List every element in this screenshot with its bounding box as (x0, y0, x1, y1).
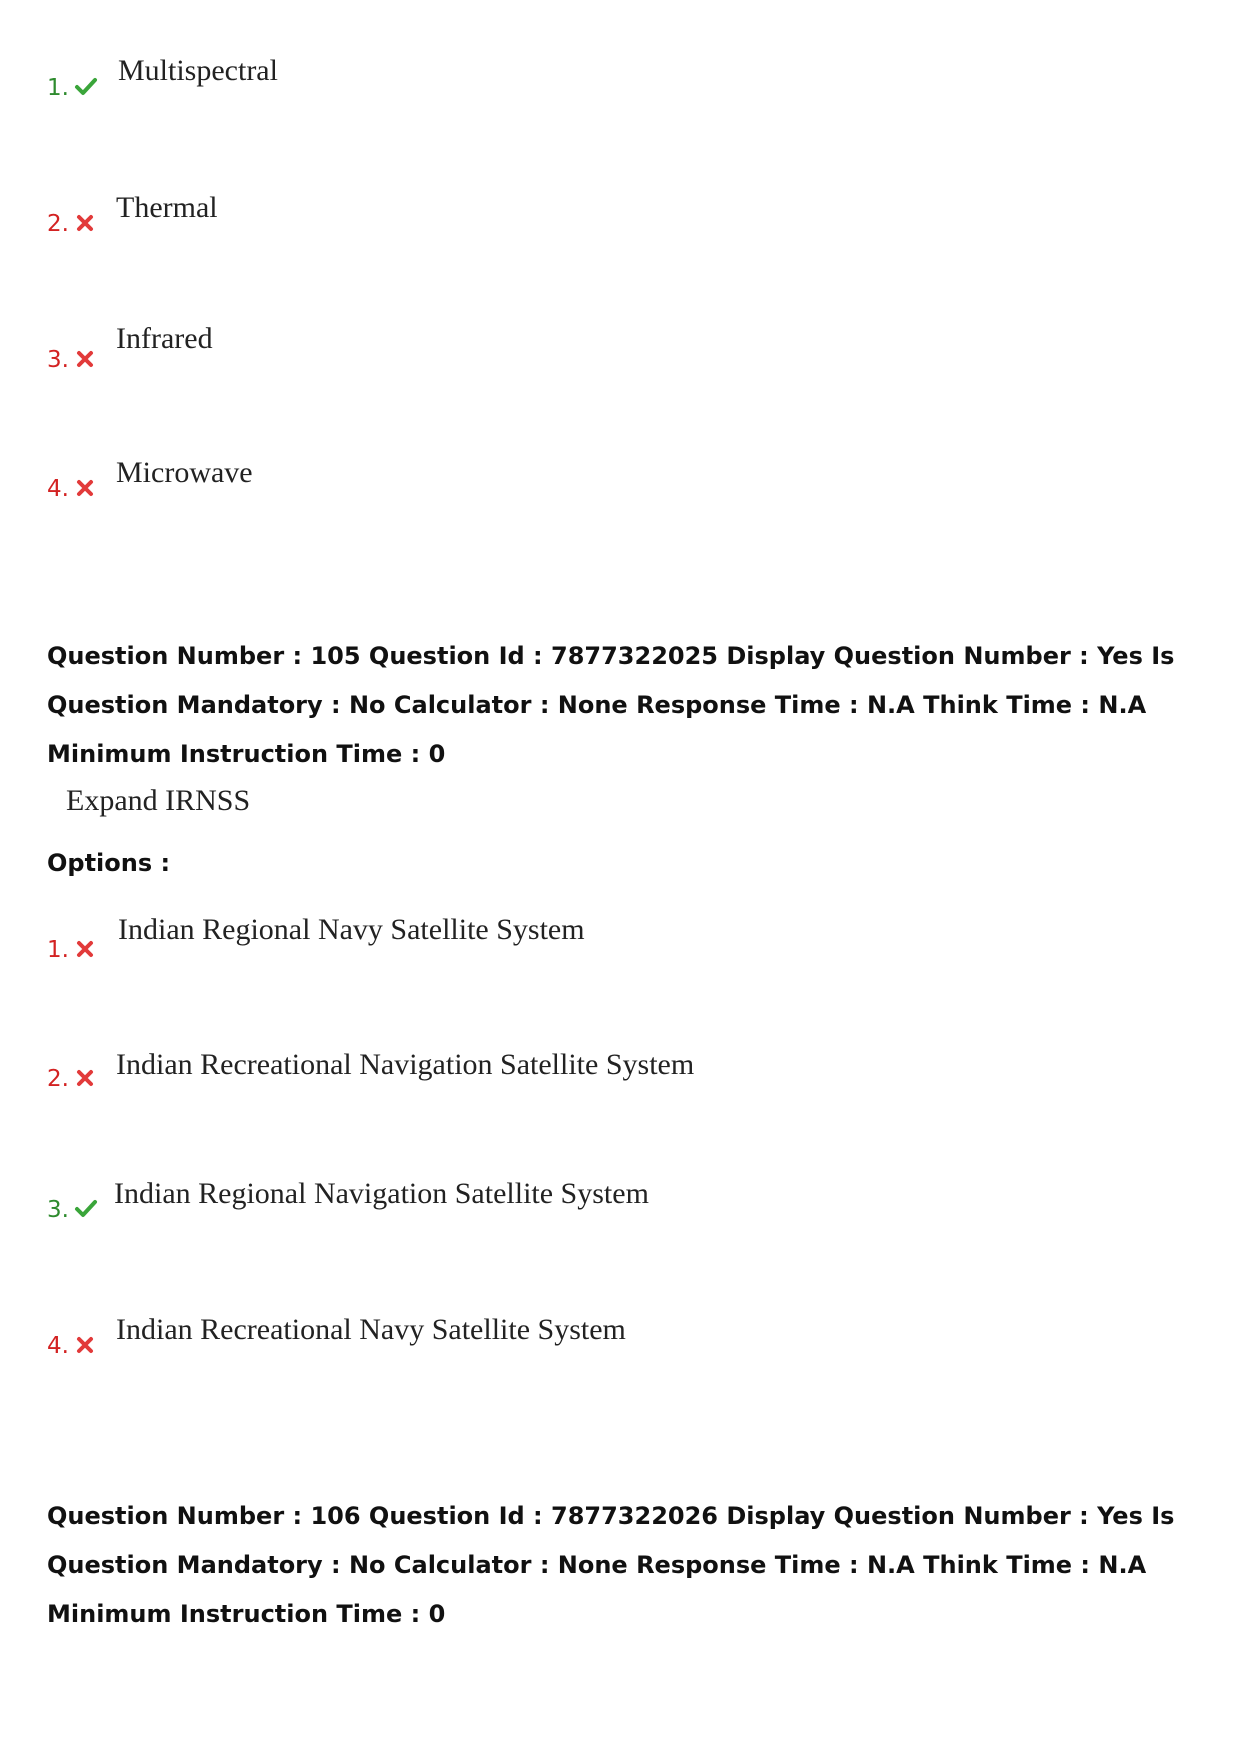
question-text: Expand IRNSS (66, 784, 251, 817)
question-header: Question Number : 105 Question Id : 7877322025 Display Question Number : Yes Is Question Mandatory : No Calculator : None Response Time : N.A Think Time : N.A Minimum Instruction Time : 0 (47, 642, 1175, 768)
option-text: Multispectral (118, 54, 278, 87)
cross-icon (76, 350, 94, 368)
option-text: Indian Regional Navy Satellite System (118, 913, 585, 946)
cross-icon (76, 479, 94, 497)
option-number: 3. (47, 1197, 69, 1223)
cross-icon (76, 1069, 94, 1087)
check-icon (74, 1196, 98, 1220)
option-text: Indian Recreational Navy Satellite System (116, 1313, 626, 1346)
option-number: 1. (47, 937, 69, 963)
check-icon (74, 74, 98, 98)
question-header: Question Number : 106 Question Id : 7877322026 Display Question Number : Yes Is Question Mandatory : No Calculator : None Response Time : N.A Think Time : N.A Minimum Instruction Time : 0 (47, 1502, 1175, 1628)
option-number: 1. (47, 75, 69, 101)
options-label: Options : (47, 849, 171, 877)
option-number: 2. (47, 1066, 69, 1092)
cross-icon (76, 214, 94, 232)
option-text: Thermal (116, 191, 218, 224)
option-text: Indian Recreational Navigation Satellite System (116, 1048, 695, 1081)
option-text: Indian Regional Navigation Satellite System (114, 1177, 649, 1210)
option-text: Microwave (116, 456, 253, 489)
option-number: 2. (47, 211, 69, 237)
cross-icon (76, 940, 94, 958)
cross-icon (76, 1336, 94, 1354)
option-text: Infrared (116, 322, 213, 355)
option-number: 4. (47, 1333, 69, 1359)
option-number: 4. (47, 476, 69, 502)
option-number: 3. (47, 347, 69, 373)
